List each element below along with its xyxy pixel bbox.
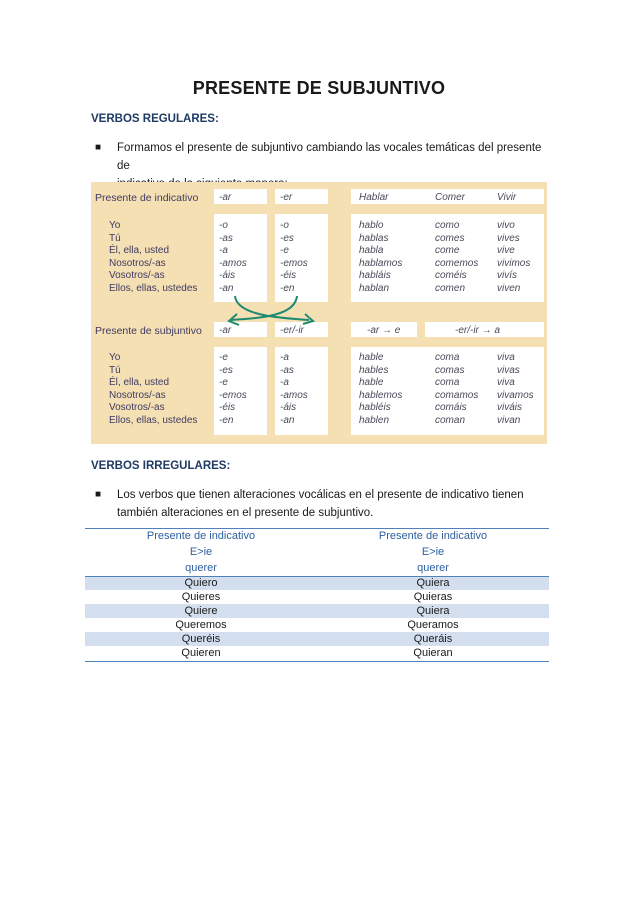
- bullet-text-line: Formamos el presente de subjuntivo cambiando las vocales temáticas del presente de: [117, 142, 542, 172]
- ind-vivir: vivo vives vive vivimos vivís viven: [497, 220, 531, 294]
- ind-head-er: -er: [280, 192, 293, 203]
- subj-head-erir: -er/-ir: [280, 325, 304, 336]
- conjugation-image: [91, 182, 547, 444]
- ind-er-endings: -o -es -e -emos -éis -en: [280, 220, 308, 294]
- table-rule-mid: [85, 576, 549, 577]
- ind-head-ar: -ar: [219, 192, 232, 203]
- table-header-row: [85, 528, 549, 576]
- table-rule-bottom: [85, 661, 549, 662]
- verb-head-vivir: Vivir: [497, 192, 517, 203]
- swap-arrows-icon: [221, 294, 331, 330]
- ind-comer: como comes come comemos coméis comen: [435, 220, 479, 294]
- verb-head-comer: Comer: [435, 192, 466, 203]
- subj-erir-endings: -a -as -a -amos -áis -an: [280, 352, 308, 426]
- header-right: Presente de indicativo E>ie querer: [378, 530, 488, 574]
- bullet-icon: ■: [95, 142, 102, 153]
- page-title: PRESENTE DE SUBJUNTIVO: [192, 78, 446, 98]
- rule-erir: -er/-ir → a: [455, 325, 500, 336]
- table-row: Quiero Quiera: [85, 576, 549, 590]
- table-row: Quieren Quieran: [181, 647, 453, 659]
- subj-vivir: viva vivas viva vivamos viváis vivan: [497, 352, 534, 426]
- table-row: Queremos Queramos: [175, 619, 459, 631]
- header-left: Presente de indicativo E>ie querer: [146, 530, 256, 574]
- verb-head-hablar: Hablar: [359, 192, 389, 203]
- table-row: Quiere Quiera: [85, 604, 549, 618]
- bullet-irregulares: [95, 486, 547, 522]
- indicativo-label: Presente de indicativo: [95, 192, 199, 204]
- persons-subjuntivo: Yo Tú Él, ella, usted Nosotros/-as Vosotros/-as Ellos, ellas, ustedes: [109, 352, 198, 426]
- subj-hablar: hable hables hable hablemos habléis hablen: [359, 352, 403, 426]
- section-heading-irregulares: VERBOS IRREGULARES:: [91, 460, 231, 472]
- subj-head-ar: -ar: [219, 325, 232, 336]
- bullet-text-line: también alteraciones en el presente de subjuntivo.: [117, 507, 374, 519]
- subj-ar-endings: -e -es -e -emos -éis -en: [219, 352, 247, 426]
- section-heading-regulares: VERBOS REGULARES:: [91, 113, 219, 125]
- subjuntivo-label: Presente de subjuntivo: [95, 325, 202, 337]
- rule-ar: -ar → e: [367, 325, 401, 336]
- subj-comer: coma comas coma comamos comáis coman: [435, 352, 479, 426]
- conjugation-table: [85, 528, 549, 660]
- bullet-text-line: Los verbos que tienen alteraciones vocálicas en el presente de indicativo tienen: [117, 489, 524, 501]
- table-row: Queréis Queráis: [85, 632, 549, 646]
- bullet-icon: ■: [95, 489, 102, 500]
- table-row: Quieres Quieras: [181, 591, 453, 603]
- ind-hablar: hablo hablas habla hablamos habláis hablan: [359, 220, 403, 294]
- persons-indicativo: Yo Tú Él, ella, usted Nosotros/-as Vosotros/-as Ellos, ellas, ustedes: [109, 220, 198, 294]
- ind-ar-endings: -o -as -a -amos -áis -an: [219, 220, 247, 294]
